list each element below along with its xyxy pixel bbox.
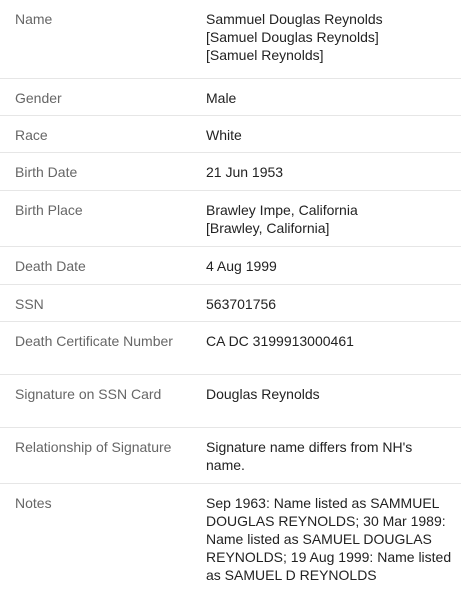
row-label: SSN <box>15 295 44 312</box>
row-value <box>192 374 461 427</box>
row-value <box>192 78 461 115</box>
row-gender <box>0 78 461 115</box>
row-value <box>192 321 461 374</box>
row-label: Signature on SSN Card <box>15 385 162 402</box>
row-label: Death Date <box>15 257 86 274</box>
row-value <box>192 190 461 246</box>
row-value <box>192 152 461 190</box>
value-line: 4 Aug 1999 <box>206 257 277 274</box>
row-relationship-signature <box>0 427 461 483</box>
value-line: Signature name differs from NH's name. <box>206 438 413 473</box>
row-label: Birth Place <box>15 201 83 218</box>
row-label: Relationship of Signature <box>15 438 172 455</box>
row-ssn <box>0 284 461 321</box>
row-death-certificate <box>0 321 461 374</box>
value-line: [Samuel Reynolds] <box>206 47 324 63</box>
row-label: Notes <box>15 494 52 511</box>
row-birth-date <box>0 152 461 190</box>
row-label: Birth Date <box>15 163 78 180</box>
row-value <box>192 0 461 78</box>
row-name <box>0 0 461 78</box>
row-race <box>0 115 461 152</box>
row-value <box>192 427 461 483</box>
row-death-date <box>0 246 461 284</box>
value-line: [Brawley, California] <box>206 219 330 236</box>
row-label: Death Certificate Number <box>15 332 173 349</box>
value-line: Brawley Impe, California <box>206 201 358 218</box>
value-line: CA DC 3199913000461 <box>206 332 354 349</box>
row-label: Race <box>15 126 48 143</box>
value-line: Male <box>206 89 237 106</box>
row-value <box>192 115 461 152</box>
row-value <box>192 246 461 284</box>
value-line: White <box>206 126 242 143</box>
row-value <box>192 284 461 321</box>
value-line: 563701756 <box>206 295 277 312</box>
row-signature-ssn <box>0 374 461 427</box>
row-value <box>192 483 461 593</box>
row-label: Name <box>15 11 53 27</box>
row-birth-place <box>0 190 461 246</box>
value-line: 21 Jun 1953 <box>206 163 284 180</box>
value-line: Sep 1963: Name listed as SAMMUEL DOUGLAS REYNOLDS; 30 Mar 1989: Name listed as SAMUEL DOUGLAS REYNOLDS; 19 Aug 1999: Name listed as SAMUEL D REYNOLDS <box>206 494 452 583</box>
value-line: Douglas Reynolds <box>206 385 320 402</box>
row-label: Gender <box>15 89 62 106</box>
value-line: Sammuel Douglas Reynolds <box>206 11 383 27</box>
row-notes <box>0 483 461 593</box>
value-line: [Samuel Douglas Reynolds] <box>206 29 379 45</box>
